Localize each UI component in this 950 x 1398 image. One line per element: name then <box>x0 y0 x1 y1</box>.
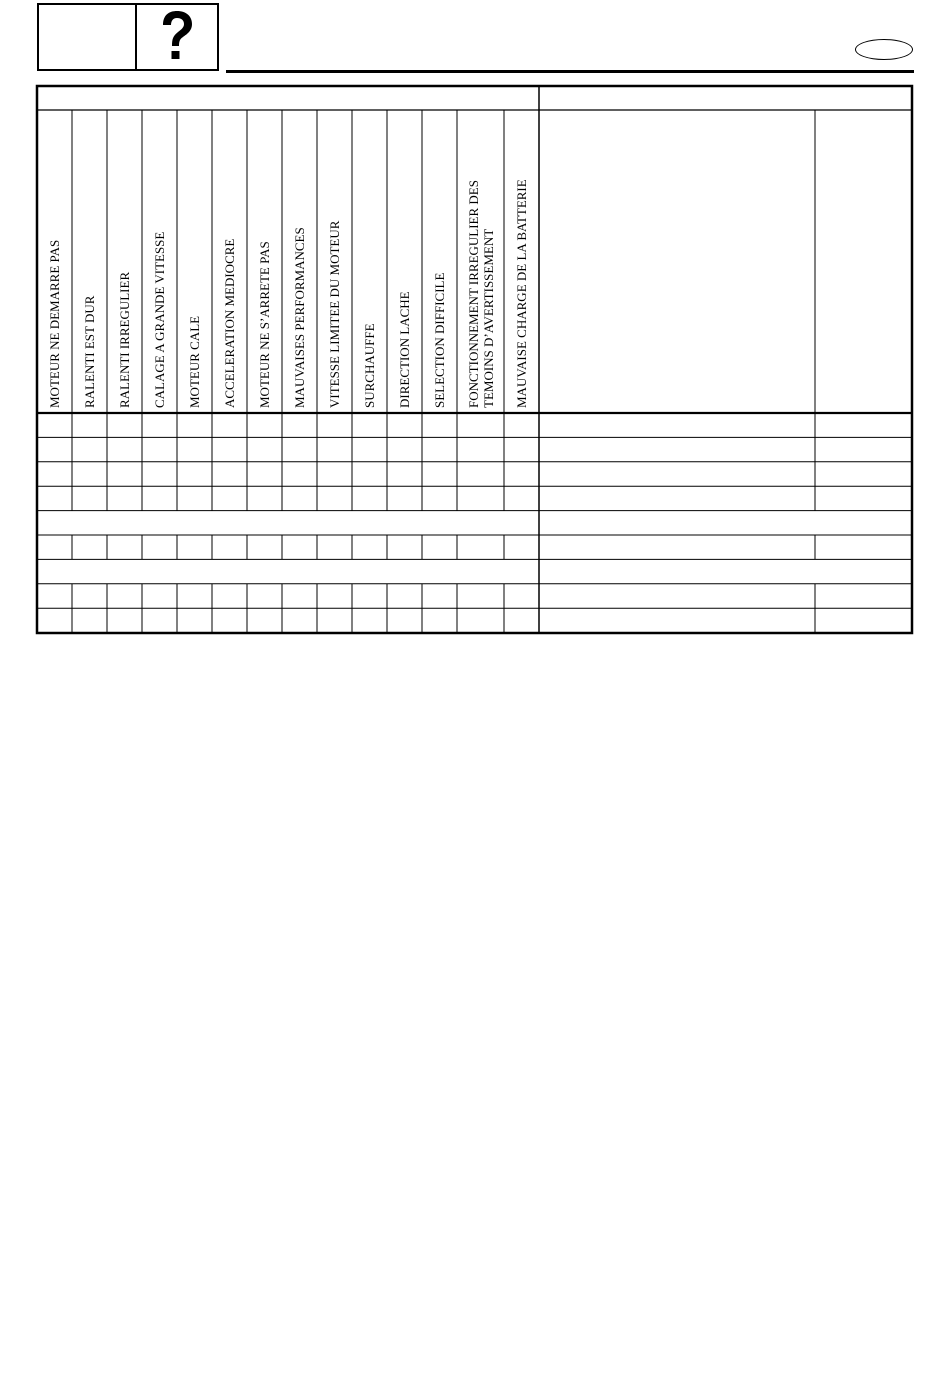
symptom-label-text: MAUVAISES PERFORMANCES <box>292 227 307 408</box>
symptom-label-text: SELECTION DIFFICILE <box>432 272 447 408</box>
symptom-label-text: VITESSE LIMITEE DU MOTEUR <box>327 220 342 408</box>
symptom-label-text: TEMOINS D’AVERTISSEMENT <box>480 228 496 408</box>
symptom-label-text: MOTEUR CALE <box>187 315 202 408</box>
symptom-label-text: MOTEUR NE S’ARRETE PAS <box>257 241 272 408</box>
symptom-label-text: ACCELERATION MEDIOCRE <box>222 238 237 408</box>
symptom-label-text: RALENTI EST DUR <box>82 295 97 408</box>
symptom-label-text: MOTEUR NE DEMARRE PAS <box>47 239 62 408</box>
symptom-label-text: DIRECTION LACHE <box>397 291 412 408</box>
symptom-label-text: FONCTIONNEMENT IRREGULIER DES <box>465 180 481 408</box>
symptom-label-text: MAUVAISE CHARGE DE LA BATTERIE <box>514 179 529 408</box>
symptom-label-text: CALAGE A GRANDE VITESSE <box>152 231 167 408</box>
symptom-label-text: RALENTI IRREGULIER <box>117 271 132 408</box>
symptom-label-text: SURCHAUFFE <box>362 323 377 408</box>
